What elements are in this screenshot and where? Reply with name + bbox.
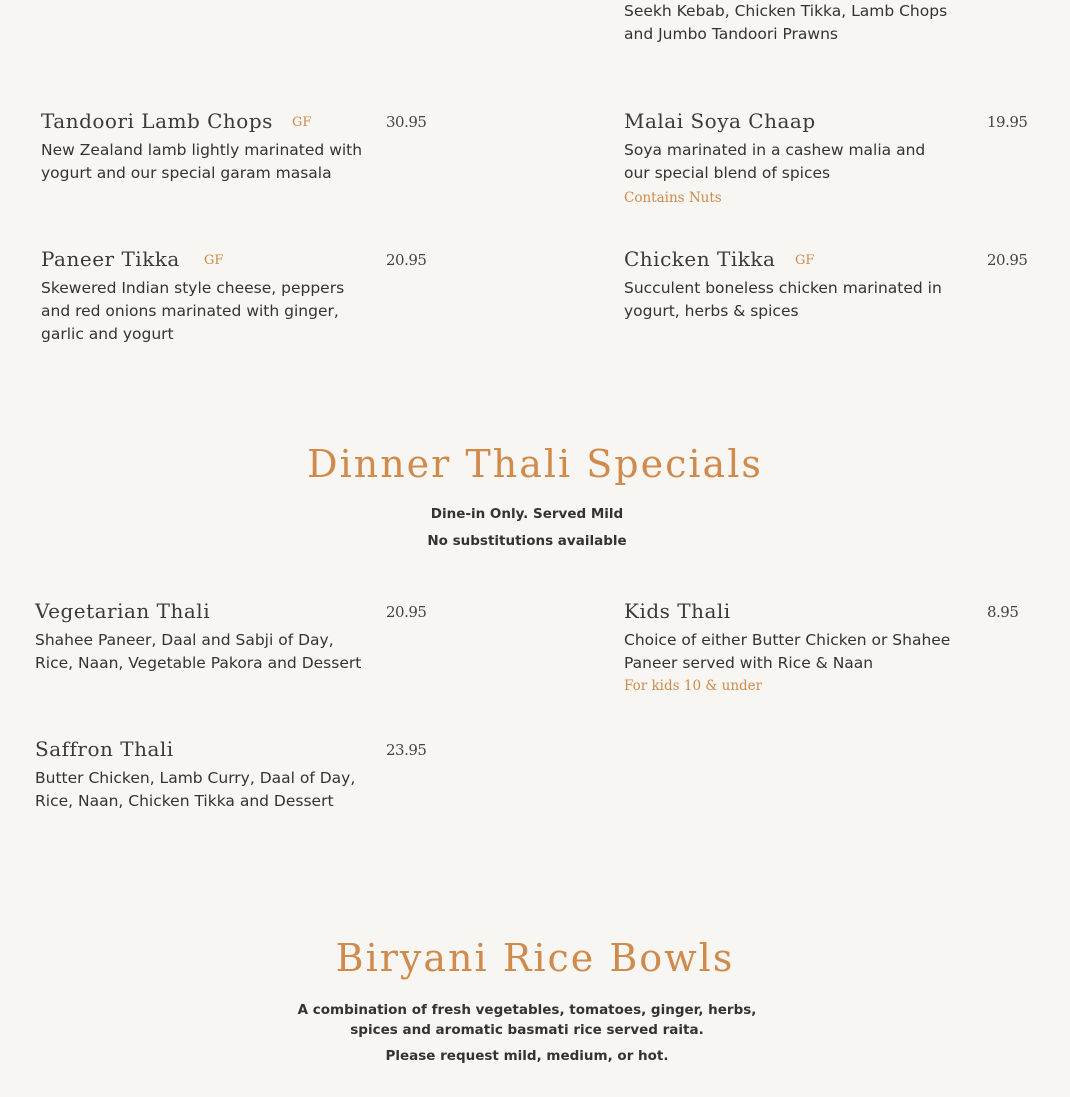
- menu-item-description: Butter Chicken, Lamb Curry, Daal of Day, Rice, Naan, Chicken Tikka and Dessert: [35, 769, 356, 810]
- section-subtitle: No substitutions available: [427, 533, 627, 549]
- description-line: Seekh Kebab, Chicken Tikka, Lamb Chops: [624, 2, 948, 20]
- menu-item-name: Paneer Tikka: [41, 247, 180, 271]
- menu-item-price: 20.95: [386, 251, 427, 269]
- gluten-free-tag: GF: [292, 115, 312, 130]
- section-subtitle: Please request mild, medium, or hot.: [385, 1048, 669, 1064]
- menu-item-name: Tandoori Lamb Chops: [41, 109, 273, 133]
- menu-item-description: Shahee Paneer, Daal and Sabji of Day, Rice, Naan, Vegetable Pakora and Dessert: [35, 631, 362, 672]
- menu-item-name: Vegetarian Thali: [35, 599, 211, 623]
- menu-item-description: Skewered Indian style cheese, peppers and red onions marinated with ginger, garlic and yogurt: [41, 279, 345, 343]
- menu-item-price: 20.95: [987, 251, 1028, 269]
- description-line: and Jumbo Tandoori Prawns: [624, 25, 838, 43]
- menu-item-description: Choice of either Butter Chicken or Shahee Paneer served with Rice & Naan: [624, 631, 951, 672]
- section-subtitle: spices and aromatic basmati rice served raita.: [350, 1022, 704, 1038]
- section-title: Dinner Thali Specials: [307, 442, 763, 486]
- allergen-note: Contains Nuts: [624, 190, 722, 206]
- section-subtitle: A combination of fresh vegetables, tomatoes, ginger, herbs,: [297, 1002, 757, 1018]
- menu-item-description: [624, 0, 964, 46]
- menu-item-price: 19.95: [987, 113, 1028, 131]
- age-note: For kids 10 & under: [624, 678, 763, 694]
- menu-item-name: Malai Soya Chaap: [624, 109, 816, 133]
- menu-item-price: 30.95: [386, 113, 427, 131]
- menu-item-description: New Zealand lamb lightly marinated with yogurt and our special garam masala: [41, 141, 363, 182]
- menu-item-price: 23.95: [386, 741, 427, 759]
- menu-item-price: 8.95: [987, 603, 1019, 621]
- gluten-free-tag: GF: [795, 253, 815, 268]
- menu-item-name: Kids Thali: [624, 599, 731, 623]
- menu-item-name: Saffron Thali: [35, 737, 174, 761]
- section-subtitle: Dine-in Only. Served Mild: [430, 506, 624, 522]
- menu-item-description: Soya marinated in a cashew malia and our special blend of spices: [624, 141, 926, 182]
- gluten-free-tag: GF: [204, 253, 224, 268]
- menu-item-price: 20.95: [386, 603, 427, 621]
- menu-item-description: Succulent boneless chicken marinated in yogurt, herbs & spices: [624, 279, 942, 320]
- section-title: Biryani Rice Bowls: [335, 936, 735, 980]
- menu-item-name: Chicken Tikka: [624, 247, 776, 271]
